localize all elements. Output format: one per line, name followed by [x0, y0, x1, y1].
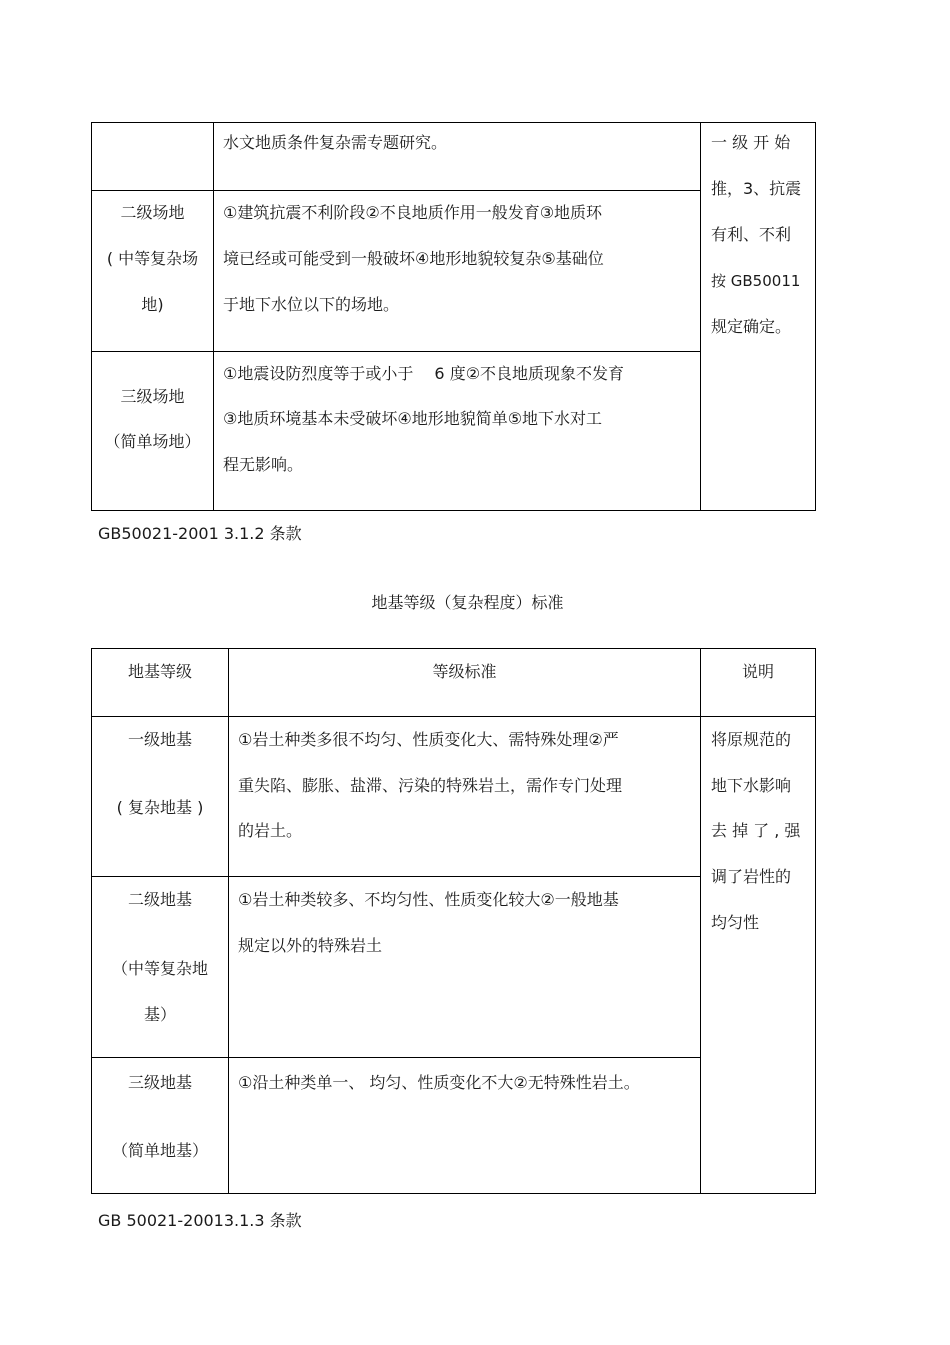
table2-note: 地下水影响 [711, 776, 792, 795]
table1-row3-content: ③地质环境基本未受破坏④地形地貌简单⑤地下水对工 [223, 409, 603, 428]
table1-note: 一 级 开 始 [711, 133, 791, 152]
table1-border-top [91, 122, 816, 123]
table2-row1-content: 重失陷、膨胀、盐滞、污染的特殊岩土，需作专门处理 [238, 776, 623, 795]
table2-header-divider [91, 716, 816, 717]
table2-row1-label: ( 复杂地基 ) [116, 798, 204, 817]
table2-row2-content: ①岩土种类较多、不均匀性、性质变化较大②一般地基 [238, 890, 619, 909]
table1-note: 推，3、抗震 [711, 179, 802, 198]
table2-row3-label: （简单地基） [111, 1141, 208, 1160]
table1-note: 规定确定。 [711, 317, 792, 336]
table1-note: 按 GB50011 [711, 272, 801, 290]
table1-caption: GB50021-2001 3.1.2 条款 [98, 524, 302, 543]
table1-row2-content: 境已经或可能受到一般破坏④地形地貌较复杂⑤基础位 [223, 249, 604, 268]
table2-row-divider [91, 876, 701, 877]
table2-row1-label: 一级地基 [127, 730, 192, 749]
table1-row2-label: 二级场地 [120, 203, 185, 222]
table1-row2-content: ①建筑抗震不利阶段②不良地质作用一般发育③地质环 [223, 203, 603, 222]
table1-border-right [815, 122, 816, 511]
table1-col-divider [213, 122, 214, 511]
table2-row2-label: （中等复杂地 [111, 959, 208, 978]
table2-col-divider [228, 648, 229, 1194]
table1-row2-label: ( 中等复杂场 [106, 249, 199, 268]
table2-caption: GB 50021-20013.1.3 条款 [98, 1211, 302, 1230]
table2-row2-content: 规定以外的特殊岩土 [238, 936, 383, 955]
table1-border-left [91, 122, 92, 511]
table2-border-bottom [91, 1193, 816, 1194]
table1-row2-content: 于地下水位以下的场地。 [223, 295, 400, 314]
table2-border-right [815, 648, 816, 1194]
table1-row-divider [91, 190, 701, 191]
table1-border-bottom [91, 510, 816, 511]
table1-row-divider [91, 351, 701, 352]
table2-note: 去 掉 了 , 强 [711, 821, 801, 840]
table2-row3-label: 三级地基 [127, 1073, 192, 1092]
table2-row-divider [91, 1057, 701, 1058]
table2-row1-content: ①岩土种类多很不均匀、性质变化大、需特殊处理②严 [238, 730, 619, 749]
table2-row1-content: 的岩土。 [238, 821, 303, 840]
table2-row3-content: ①沿土种类单一、 均匀、性质变化不大②无特殊性岩土。 [238, 1073, 640, 1092]
table2-col-divider [700, 648, 701, 1194]
section-title: 地基等级（复杂程度）标准 [371, 593, 564, 612]
table1-row3-label: 三级场地 [120, 387, 185, 406]
table1-note: 有利、不利 [711, 225, 792, 244]
table1-row3-content: 程无影响。 [223, 455, 304, 474]
table2-note: 均匀性 [711, 913, 760, 932]
table2-header-note: 说明 [741, 662, 774, 681]
table2-header-standard: 等级标准 [432, 662, 497, 681]
table2-header-grade: 地基等级 [127, 662, 192, 681]
table2-note: 将原规范的 [711, 730, 792, 749]
table2-row2-label: 二级地基 [127, 890, 192, 909]
table1-row3-content: ①地震设防烈度等于或小于 6 度②不良地质现象不发育 [223, 364, 625, 383]
table2-row2-label: 基） [143, 1005, 176, 1024]
table1-row1-content: 水文地质条件复杂需专题研究。 [223, 133, 448, 152]
table1-col-divider [700, 122, 701, 511]
table1-row2-label: 地) [141, 295, 164, 314]
table1-row3-label: （简单场地） [104, 432, 201, 451]
table2-note: 调了岩性的 [711, 867, 792, 886]
table2-border-top [91, 648, 816, 649]
